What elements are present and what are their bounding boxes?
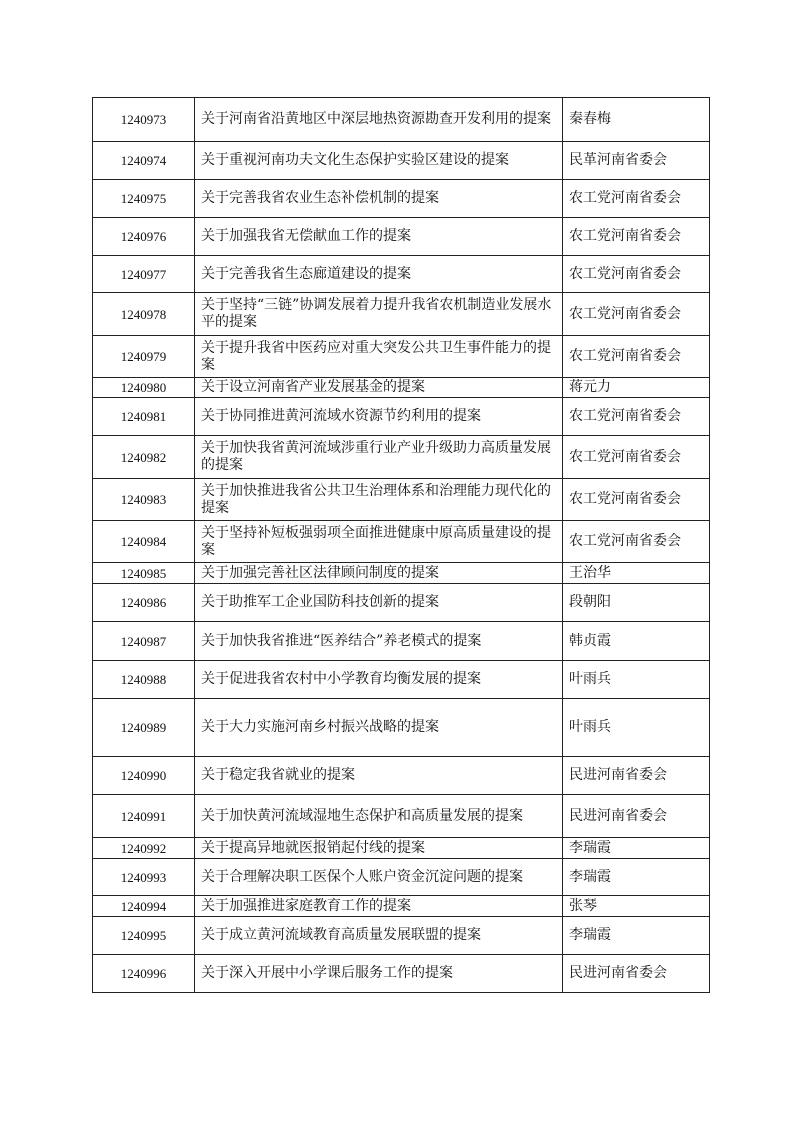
proposal-title: 关于深入开展中小学课后服务工作的提案 <box>195 955 563 993</box>
proposal-author: 民进河南省委会 <box>563 795 710 838</box>
proposal-number: 1240991 <box>93 795 195 838</box>
table-row <box>93 336 710 378</box>
proposal-title: 关于助推军工企业国防科技创新的提案 <box>195 584 563 622</box>
proposal-number: 1240984 <box>93 521 195 563</box>
proposal-title: 关于河南省沿黄地区中深层地热资源勘查开发利用的提案 <box>195 98 563 142</box>
proposal-title: 关于完善我省生态廊道建设的提案 <box>195 256 563 293</box>
table-row <box>93 917 710 955</box>
proposal-number: 1240996 <box>93 955 195 993</box>
proposal-number: 1240980 <box>93 378 195 398</box>
proposal-number: 1240982 <box>93 436 195 479</box>
proposal-number: 1240983 <box>93 479 195 521</box>
proposal-author: 李瑞霞 <box>563 917 710 955</box>
proposal-author: 农工党河南省委会 <box>563 521 710 563</box>
table-row <box>93 795 710 838</box>
table-row <box>93 896 710 917</box>
proposal-author: 韩贞霞 <box>563 622 710 661</box>
proposal-author: 民革河南省委会 <box>563 142 710 180</box>
table-row <box>93 838 710 859</box>
proposal-author: 秦春梅 <box>563 98 710 142</box>
proposal-title: 关于协同推进黄河流域水资源节约利用的提案 <box>195 398 563 436</box>
table-row <box>93 378 710 398</box>
proposal-author: 段朝阳 <box>563 584 710 622</box>
table-row <box>93 661 710 699</box>
table-row <box>93 479 710 521</box>
proposal-number: 1240975 <box>93 180 195 218</box>
table-row <box>93 180 710 218</box>
proposal-author: 农工党河南省委会 <box>563 398 710 436</box>
proposal-author: 农工党河南省委会 <box>563 436 710 479</box>
proposal-author: 农工党河南省委会 <box>563 218 710 256</box>
proposal-title: 关于设立河南省产业发展基金的提案 <box>195 378 563 398</box>
proposal-author: 农工党河南省委会 <box>563 336 710 378</box>
table-row <box>93 859 710 896</box>
proposal-number: 1240978 <box>93 293 195 336</box>
proposal-author: 王治华 <box>563 563 710 584</box>
proposal-author: 蒋元力 <box>563 378 710 398</box>
proposal-title: 关于加快我省推进“医养结合”养老模式的提案 <box>195 622 563 661</box>
proposal-number: 1240977 <box>93 256 195 293</box>
table-row <box>93 398 710 436</box>
proposal-title: 关于加快黄河流域湿地生态保护和高质量发展的提案 <box>195 795 563 838</box>
proposal-number: 1240986 <box>93 584 195 622</box>
proposal-number: 1240988 <box>93 661 195 699</box>
proposal-author: 李瑞霞 <box>563 859 710 896</box>
proposal-author: 农工党河南省委会 <box>563 479 710 521</box>
proposal-author: 民进河南省委会 <box>563 757 710 795</box>
proposal-author: 张琴 <box>563 896 710 917</box>
table-row <box>93 563 710 584</box>
proposal-title: 关于提高异地就医报销起付线的提案 <box>195 838 563 859</box>
proposal-author: 叶雨兵 <box>563 661 710 699</box>
proposal-number: 1240994 <box>93 896 195 917</box>
proposal-number: 1240974 <box>93 142 195 180</box>
proposal-title: 关于坚持“三链”协调发展着力提升我省农机制造业发展水平的提案 <box>195 293 563 336</box>
table-row <box>93 98 710 142</box>
proposal-author: 李瑞霞 <box>563 838 710 859</box>
proposal-author: 叶雨兵 <box>563 699 710 757</box>
proposal-number: 1240989 <box>93 699 195 757</box>
table-row <box>93 622 710 661</box>
table-row <box>93 699 710 757</box>
proposal-table <box>92 97 710 993</box>
proposal-table-body <box>93 98 710 993</box>
proposal-number: 1240976 <box>93 218 195 256</box>
proposal-number: 1240979 <box>93 336 195 378</box>
proposal-number: 1240992 <box>93 838 195 859</box>
proposal-number: 1240993 <box>93 859 195 896</box>
table-row <box>93 436 710 479</box>
proposal-title: 关于加强推进家庭教育工作的提案 <box>195 896 563 917</box>
proposal-title: 关于促进我省农村中小学教育均衡发展的提案 <box>195 661 563 699</box>
proposal-title: 关于加快推进我省公共卫生治理体系和治理能力现代化的提案 <box>195 479 563 521</box>
proposal-title: 关于加快我省黄河流域涉重行业产业升级助力高质量发展的提案 <box>195 436 563 479</box>
table-row <box>93 584 710 622</box>
proposal-number: 1240990 <box>93 757 195 795</box>
proposal-title: 关于重视河南功夫文化生态保护实验区建设的提案 <box>195 142 563 180</box>
proposal-title: 关于提升我省中医药应对重大突发公共卫生事件能力的提案 <box>195 336 563 378</box>
proposal-number: 1240981 <box>93 398 195 436</box>
proposal-title: 关于成立黄河流域教育高质量发展联盟的提案 <box>195 917 563 955</box>
proposal-title: 关于坚持补短板强弱项全面推进健康中原高质量建设的提案 <box>195 521 563 563</box>
table-row <box>93 293 710 336</box>
proposal-title: 关于完善我省农业生态补偿机制的提案 <box>195 180 563 218</box>
table-row <box>93 521 710 563</box>
proposal-title: 关于大力实施河南乡村振兴战略的提案 <box>195 699 563 757</box>
table-row <box>93 142 710 180</box>
proposal-number: 1240995 <box>93 917 195 955</box>
proposal-author: 农工党河南省委会 <box>563 256 710 293</box>
table-row <box>93 757 710 795</box>
table-row <box>93 218 710 256</box>
table-row <box>93 256 710 293</box>
proposal-author: 农工党河南省委会 <box>563 180 710 218</box>
proposal-number: 1240973 <box>93 98 195 142</box>
table-row <box>93 955 710 993</box>
proposal-title: 关于加强我省无偿献血工作的提案 <box>195 218 563 256</box>
proposal-title: 关于合理解决职工医保个人账户资金沉淀问题的提案 <box>195 859 563 896</box>
proposal-author: 农工党河南省委会 <box>563 293 710 336</box>
proposal-number: 1240985 <box>93 563 195 584</box>
proposal-number: 1240987 <box>93 622 195 661</box>
proposal-author: 民进河南省委会 <box>563 955 710 993</box>
proposal-title: 关于加强完善社区法律顾问制度的提案 <box>195 563 563 584</box>
proposal-title: 关于稳定我省就业的提案 <box>195 757 563 795</box>
